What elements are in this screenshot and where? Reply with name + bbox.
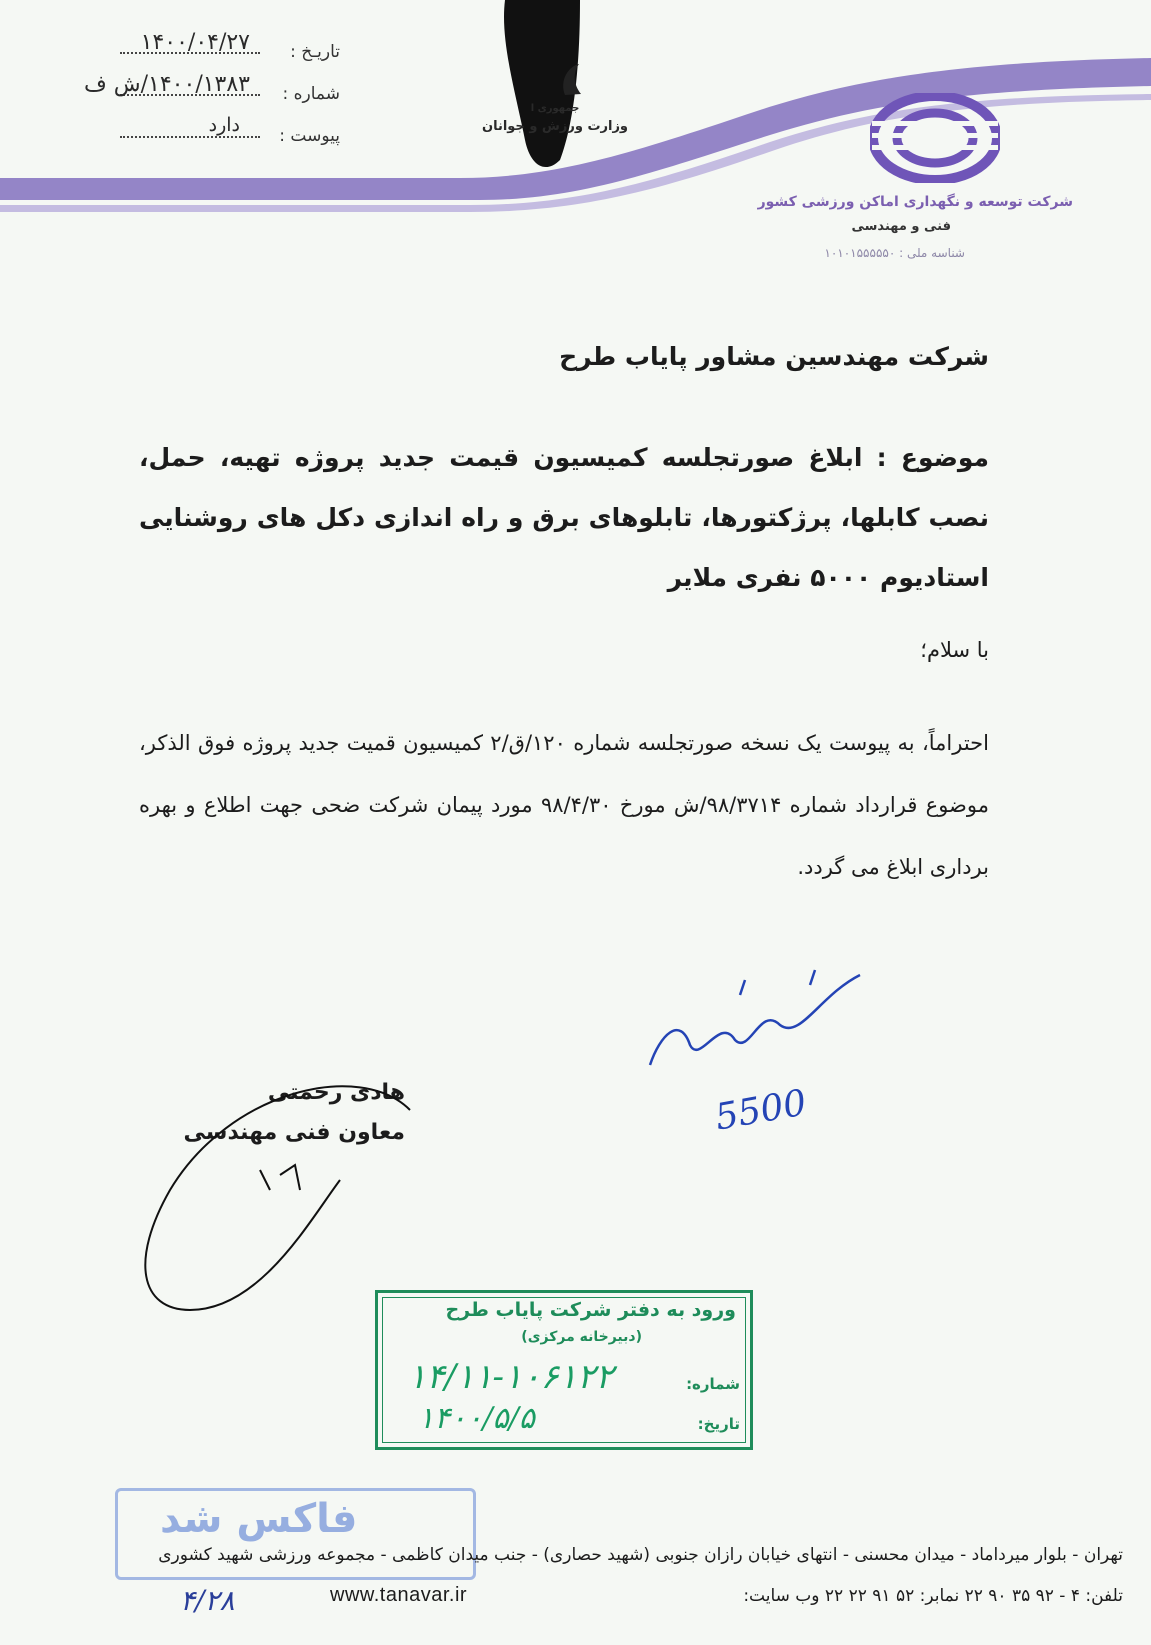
receipt-number-value: ۱۴/۱۱-۱۰۶۱۲۲ bbox=[408, 1357, 614, 1397]
receipt-number-label: شماره: bbox=[686, 1375, 740, 1393]
recipient: شرکت مهندسین مشاور پایاب طرح bbox=[559, 342, 989, 371]
receipt-date-label: تاریخ: bbox=[697, 1415, 740, 1433]
date-value: ۱۴۰۰/۰۴/۲۷ bbox=[140, 30, 250, 55]
fax-stamp-text: فاکس شد bbox=[160, 1496, 358, 1542]
fax-date: ۴/۲۸ bbox=[180, 1584, 235, 1617]
number-value: ۱۴۰۰/۱۳۸۳/ش ف bbox=[83, 72, 250, 97]
ministry-line-1: جمهوری ا bbox=[530, 103, 580, 114]
subject: موضوع : ابلاغ صورتجلسه کمیسیون قیمت جدید پروژه تهیه، حمل، نصب کابلها، پرژکتورها، تابلوهای برق و راه اندازی دکل های روشنایی استادیوم ۵۰۰۰ نفری ملایر bbox=[139, 443, 989, 592]
number-label: شماره : bbox=[282, 84, 340, 104]
meta-number-row bbox=[40, 72, 340, 112]
body-text: احتراماً، به پیوست یک نسخه صورتجلسه شماره ۱۲۰/ق/۲ کمیسیون قمیت جدید پروژه فوق الذکر، موضوع قرارداد شماره ۹۸/۳۷۱۴/ش مورخ ۹۸/۴/۳۰ مورد پیمان شرکت ضحی جهت اطلاع و بهره برداری ابلاغ می گردد. bbox=[139, 731, 989, 879]
attachment-dots bbox=[120, 136, 260, 138]
company-logo-icon bbox=[870, 93, 1000, 183]
greeting: با سلام؛ bbox=[920, 638, 989, 662]
receipt-date-value: ۱۴۰۰/۵/۵ bbox=[418, 1401, 535, 1436]
national-id: شناسه ملی : ۱۰۱۰۱۵۵۵۵۵۰ bbox=[824, 246, 965, 260]
date-label: تاریـخ : bbox=[290, 42, 340, 62]
meta-date-row bbox=[40, 30, 340, 70]
handwritten-number: 5500 bbox=[712, 1082, 810, 1139]
signer-title: معاون فنی مهندسی bbox=[183, 1120, 405, 1145]
ministry-name bbox=[470, 100, 640, 136]
signer-name: هادی رحمتی bbox=[267, 1080, 405, 1105]
footer-phone: تلفن: ۴ - ۹۲ ۳۵ ۹۰ ۲۲ نمابر: ۵۲ ۹۱ ۲۲ ۲۲ وب سایت: bbox=[743, 1586, 1123, 1606]
receipt-stamp-title: ورود به دفتر شرکت پایاب طرح bbox=[445, 1299, 736, 1321]
handwritten-note bbox=[640, 955, 870, 1085]
ministry-line-2: وزارت ورزش و جوانان bbox=[481, 119, 629, 134]
attachment-value: دارد bbox=[208, 114, 240, 136]
ministry-emblem-icon bbox=[555, 60, 595, 100]
company-name: شرکت توسعه و نگهداری اماکن ورزشی کشور bbox=[757, 194, 1073, 210]
department-name: فنی و مهندسی bbox=[851, 219, 951, 234]
meta-attachment-row bbox=[40, 114, 340, 154]
receipt-stamp-subtitle: (دبیرخانه مرکزی) bbox=[521, 1329, 642, 1345]
attachment-label: پیوست : bbox=[279, 126, 340, 146]
footer-website-link[interactable]: www.tanavar.ir bbox=[330, 1584, 468, 1606]
signature-scribble bbox=[110, 1070, 430, 1320]
receipt-stamp bbox=[375, 1290, 753, 1450]
footer-address: تهران - بلوار میرداماد - میدان محسنی - انتهای خیابان رازان جنوبی (شهید حصاری) - جنب میدان کاظمی - مجموعه ورزشی شهید کشوری bbox=[158, 1545, 1123, 1565]
